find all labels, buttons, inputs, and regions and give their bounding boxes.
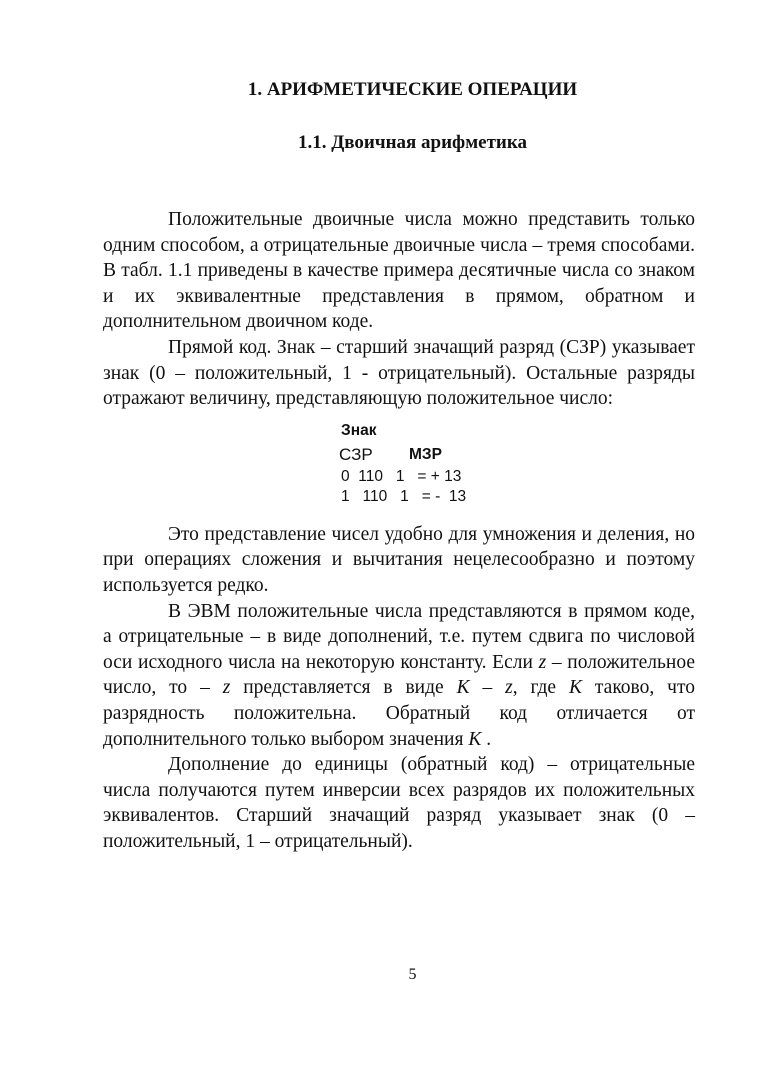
math-k-minus-z: K – z xyxy=(456,677,513,699)
section-heading: 1.1. Двоичная арифметика xyxy=(297,132,528,153)
paragraph-2: Прямой код. Знак – старший значащий разряд (СЗР) указывает знак (0 – положительный, 1 - отрицательный). Остальные разряды отражают величину, представляющую положительное число: xyxy=(103,336,695,410)
paragraph-3: Это представление чисел удобно для умножения и деления, но при операциях сложения и вычитания нецелесообразно и поэтому используется редко. xyxy=(103,523,695,596)
p4-text-a: В ЭВМ положительные числа представляются в прямом коде, а отрицательные – в виде дополнений, т.е. путем сдвига по числовой оси исходного числа на некоторую константу. Если xyxy=(103,600,695,673)
figure-lsb-label: МЗР xyxy=(409,445,442,463)
figure-sign-label: Знак xyxy=(341,421,377,439)
figure-row-negative: 1 110 1 = - 13 xyxy=(341,487,467,505)
figure-row-positive: 0 110 1 = + 13 xyxy=(341,467,462,485)
paragraph-5: Дополнение до единицы (обратный код) – отрицательные числа получаются путем инверсии всех разрядов их положительных эквивалентов. Старший значащий разряд указывает знак (0 – положительный, 1 – отрицательный). xyxy=(103,754,695,852)
paragraph-1: Положительные двоичные числа можно представить только одним способом, а отрицательные двоичные числа – тремя способами. В табл. 1.1 приведены в качестве примера десятичные числа со знаком и их эквивалентные представления в прямом, обратном и дополнительном двоичном коде. xyxy=(103,209,695,333)
page-number: 5 xyxy=(408,966,417,983)
math-k: K xyxy=(569,677,583,699)
direct-code-figure xyxy=(103,412,695,522)
p4-text-e: таково, что разрядность положительна. Обратный код отличается от дополнительного только выбором значения xyxy=(103,677,695,750)
page-body xyxy=(103,207,695,854)
p4-text-f: . xyxy=(481,728,492,750)
p4-text-d: , где xyxy=(512,677,569,699)
figure-msb-label: СЗР xyxy=(339,444,373,464)
p4-text-c: представляется в виде xyxy=(230,677,457,699)
chapter-heading: 1. АРИФМЕТИЧЕСКИЕ ОПЕРАЦИИ xyxy=(247,79,578,100)
math-neg-z: – z xyxy=(200,677,231,699)
paragraph-4 xyxy=(103,599,695,753)
math-z: z xyxy=(538,651,547,673)
p4-text-b: – положительное число, то xyxy=(103,651,695,699)
math-k-value: K xyxy=(468,728,482,750)
